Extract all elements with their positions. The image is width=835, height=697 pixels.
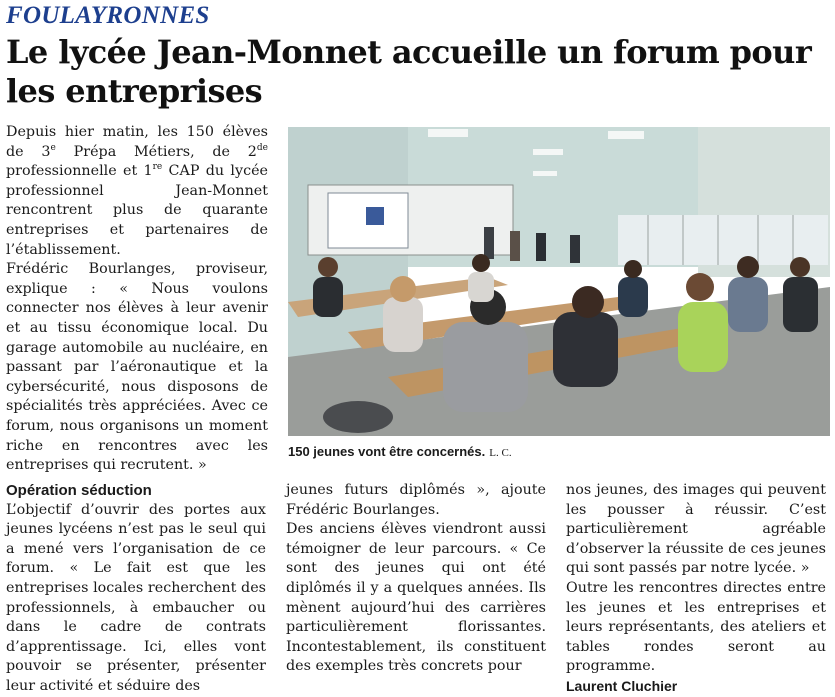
body-paragraph: L’objectif d’ouvrir des portes aux jeunes lycéens n’est pas le seul qui a mené vers l’organisation de ce forum. « Le fait est que les entreprises locales recherchent des professionnels, à embaucher ou dans le cadre de contrats d’apprentissage. Ici, elles vont pouvoir se présenter, présenter leur activité et séduire des xyxy=(6,501,266,694)
intro-paragraph-1: Depuis hier matin, les 150 élèves de 3e Prépa Métiers, de 2de professionnelle et 1re CAP du lycée professionnel Jean-Monnet rencontrent plus de quarante entreprises et partenaires de l’établissement. xyxy=(6,124,268,258)
body-column-1 xyxy=(6,481,266,697)
body-paragraph: Outre les rencontres directes entre les jeunes et les entreprises et leurs représentants, des ateliers et tables rondes seront au programme. xyxy=(566,579,826,675)
subhead: Opération séduction xyxy=(6,482,152,499)
classroom-photo xyxy=(288,127,830,436)
section-kicker: FOULAYRONNES xyxy=(6,2,210,29)
headline: Le lycée Jean-Monnet accueille un forum pour les entreprises xyxy=(6,33,812,110)
intro-column xyxy=(6,123,268,476)
intro-paragraph-2: Frédéric Bourlanges, proviseur, explique : « Nous voulons connecter nos élèves à leur avenir et au tissu économique local. Du garage automobile au nucléaire, en passant par l’aéronautique et la cybersécurité, nous disposons de spécialités très appréciées. Avec ce forum, nous organisons un moment riche en rencontres avec les entreprises qui recrutent. » xyxy=(6,261,268,474)
photo-caption: 150 jeunes vont être concernés. L. C. xyxy=(288,444,512,459)
body-column-2 xyxy=(286,481,546,677)
author-byline: Laurent Cluchier xyxy=(566,677,678,694)
body-paragraph: Des anciens élèves viendront aussi témoigner de leur parcours. « Ce sont des jeunes qui ont été diplômés il y a quelques années. Ils mènent aujourd’hui des carrières particulièrement florissantes. Incontestablement, ils constituent des exemples très concrets pour xyxy=(286,521,546,675)
photo-credit: L. C. xyxy=(489,447,512,459)
body-column-3 xyxy=(566,481,826,697)
body-paragraph: nos jeunes, des images qui peuvent les pousser à réussir. C’est particulièrement agréable d’observer la réussite de ces jeunes qui sont passés par notre lycée. » xyxy=(566,482,826,577)
body-paragraph: jeunes futurs diplômés », ajoute Frédéric Bourlanges. xyxy=(286,482,546,518)
